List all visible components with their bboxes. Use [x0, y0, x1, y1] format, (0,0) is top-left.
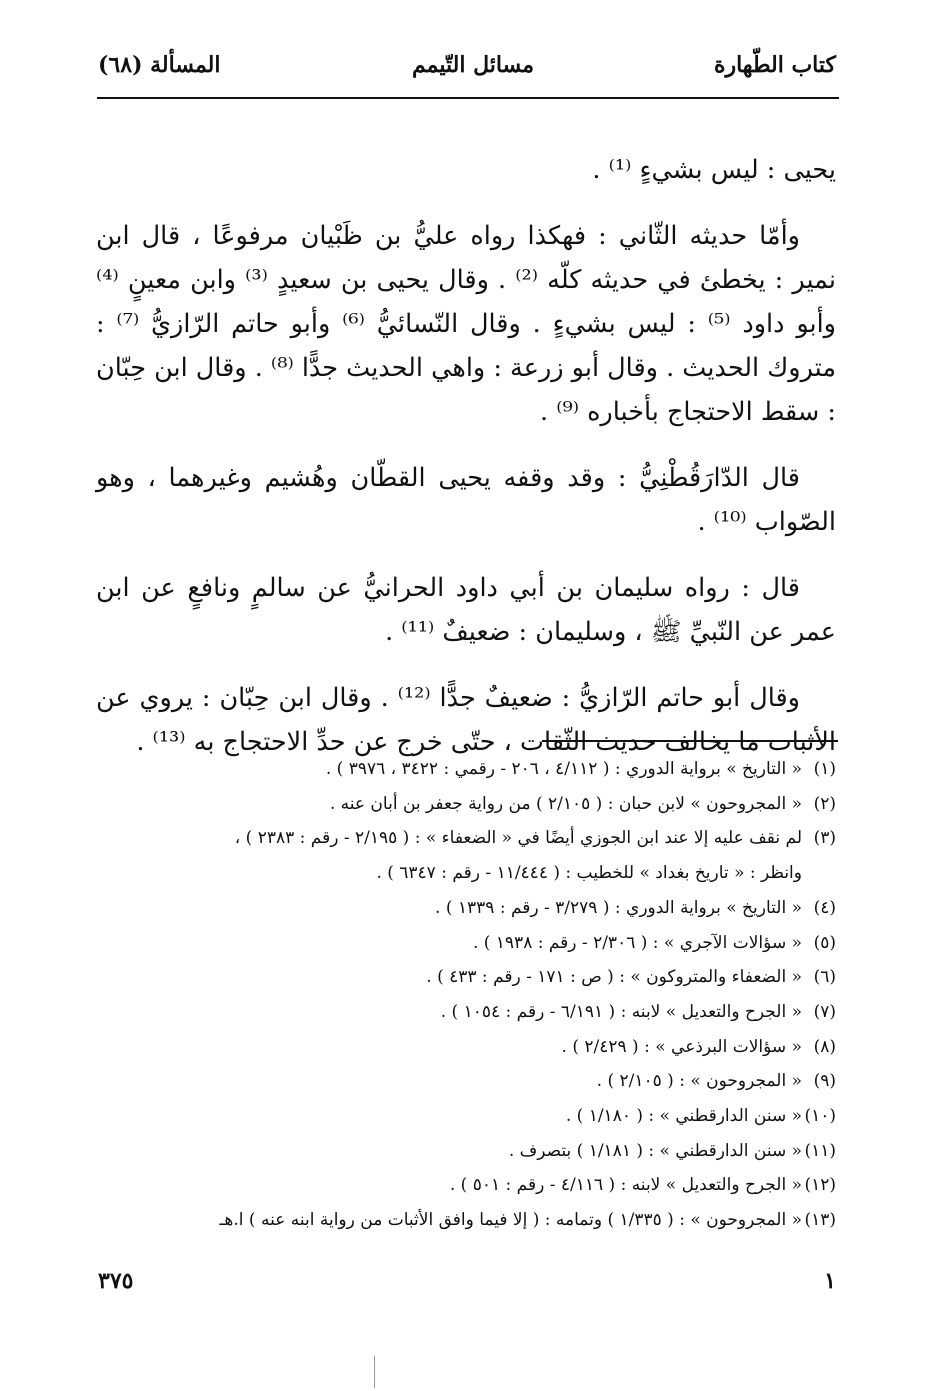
footnote-text: « المجروحون » لابن حبان : ( ٢/١٠٥ ) من رواية جعفر بن أبان عنه .: [329, 793, 802, 814]
running-header-chapter: مسائل التّيمم: [411, 52, 534, 78]
footnote-number: (٥): [813, 932, 836, 953]
footnote: [96, 1168, 836, 1203]
footnote: [96, 1030, 836, 1065]
footnote-text: « سنن الدارقطني » : ( ١/١٨١ ) بتصرف .: [508, 1140, 802, 1161]
footnote-number: (٣): [813, 828, 836, 849]
signature-mark: ١: [824, 1268, 836, 1294]
footnote-number: (٤): [813, 897, 836, 918]
footnote: [96, 995, 836, 1030]
footnote: [96, 787, 836, 822]
footnote-text: لم نقف عليه إلا عند ابن الجوزي أيضًا في « الضعفاء » : ( ٢/١٩٥ - رقم : ٢٣٨٣ ) ،: [234, 828, 802, 849]
header-rule: [97, 97, 839, 99]
binding-line: [374, 1356, 375, 1388]
footnote-number: (٩): [813, 1071, 836, 1092]
footnote-number: (١): [813, 759, 836, 779]
paragraph: وأمّا حديثه الثّاني : فهكذا رواه عليُّ بن ظَبْيان مرفوعًا ، قال ابن نمير : يخطئ في حديثه كلّه ⁽²⁾ . وقال يحيى بن سعيدٍ ⁽³⁾ وابن معينٍ ⁽⁴⁾ وأبو داود ⁽⁵⁾ : ليس بشيءٍ . وقال النّسائيُّ ⁽⁶⁾ وأبو حاتم الرّازيُّ ⁽⁷⁾ : متروك الحديث . وقال أبو زرعة : واهي الحديث جدًّا ⁽⁸⁾ . وقال ابن حِبّان : سقط الاحتجاج بأخباره ⁽⁹⁾ .: [96, 221, 837, 427]
footnote-text: « الضعفاء والمتروكون » : ( ص : ١٧١ - رقم : ٤٣٣ ) .: [426, 967, 802, 988]
footnote-text: « التاريخ » برواية الدوري : ( ٣/٢٧٩ - رقم : ١٣٣٩ ) .: [435, 897, 802, 918]
footnote-text: « سؤالات البرذعي » : ( ٢/٤٢٩ ) .: [561, 1036, 802, 1057]
footnote: [96, 891, 836, 926]
footnote-number: (١٣): [804, 1210, 836, 1231]
footnote-text: « المجروحون » : ( ١/٣٣٥ ) وتمامه : ( إلا فيما وافق الأثبات من رواية ابنه عنه ) ا.هـ: [219, 1210, 802, 1231]
footnote-number: (٨): [813, 1036, 836, 1057]
running-header-issue: المسألة (٦٨): [98, 52, 221, 78]
footnote-number: (٦): [813, 967, 836, 988]
footnote: [96, 1134, 836, 1169]
page-number: ٣٧٥: [98, 1268, 134, 1294]
footnote: [96, 1064, 836, 1099]
footnote-text: « سؤالات الآجري » : ( ٢/٣٠٦ - رقم : ١٩٣٨ ) .: [472, 932, 802, 953]
footnote-number: (٧): [813, 1001, 836, 1022]
footnote: [96, 960, 836, 995]
footnote-number: (١٢): [804, 1175, 836, 1196]
footnote: [96, 926, 836, 961]
footnote: [96, 1203, 836, 1238]
footnote-number: (١١): [804, 1140, 836, 1161]
footnote: [96, 821, 836, 890]
paragraph: قال الدّارَقُطْنِيُّ : وقد وقفه يحيى القطّان وهُشيم وغيرهما ، وهو الصّواب ⁽¹⁰⁾ .: [96, 463, 836, 537]
paragraph: يحيى : ليس بشيءٍ ⁽¹⁾ .: [592, 155, 836, 185]
footnote-text: « سنن الدارقطني » : ( ١/١٨٠ ) .: [565, 1106, 802, 1127]
footnote: [96, 752, 836, 787]
footnote-continuation: وانظر : « تاريخ بغداد » للخطيب : ( ١١/٤٤٤ - رقم : ٦٣٤٧ ) .: [376, 863, 802, 884]
paragraph: قال : رواه سليمان بن أبي داود الحرانيُّ عن سالمٍ ونافعٍ عن ابن عمر عن النّبيِّ ﷺ ، وسليمان : ضعيفٌ ⁽¹¹⁾ .: [96, 573, 836, 647]
footnote: [96, 1099, 836, 1134]
footnote-rule: [542, 740, 838, 742]
running-header-book: كتاب الطّهارة: [713, 52, 836, 78]
footnote-text: « التاريخ » برواية الدوري : ( ٤/١١٢ ، ٢٠٦ - رقمي : ٣٤٢٢ ، ٣٩٧٦ ) .: [325, 759, 802, 779]
footnotes: [96, 752, 836, 1238]
main-text: [96, 148, 836, 786]
footnote-number: (١٠): [804, 1106, 836, 1127]
footnote-text: « الجرح والتعديل » لابنه : ( ٤/١١٦ - رقم : ٥٠١ ) .: [449, 1175, 802, 1196]
footnote-number: (٢): [813, 793, 836, 814]
footnote-text: « المجروحون » : ( ٢/١٠٥ ) .: [596, 1071, 802, 1092]
paragraph: وقال أبو حاتم الرّازيُّ : ضعيفٌ جدًّا ⁽¹²⁾ . وقال ابن حِبّان : يروي عن الأثبات ما يخالف حديث الثّقات ، حتّى خرج عن حدِّ الاحتجاج به ⁽¹³⁾ .: [96, 683, 836, 757]
footnote-text: « الجرح والتعديل » لابنه : ( ٦/١٩١ - رقم : ١٠٥٤ ) .: [440, 1001, 802, 1022]
